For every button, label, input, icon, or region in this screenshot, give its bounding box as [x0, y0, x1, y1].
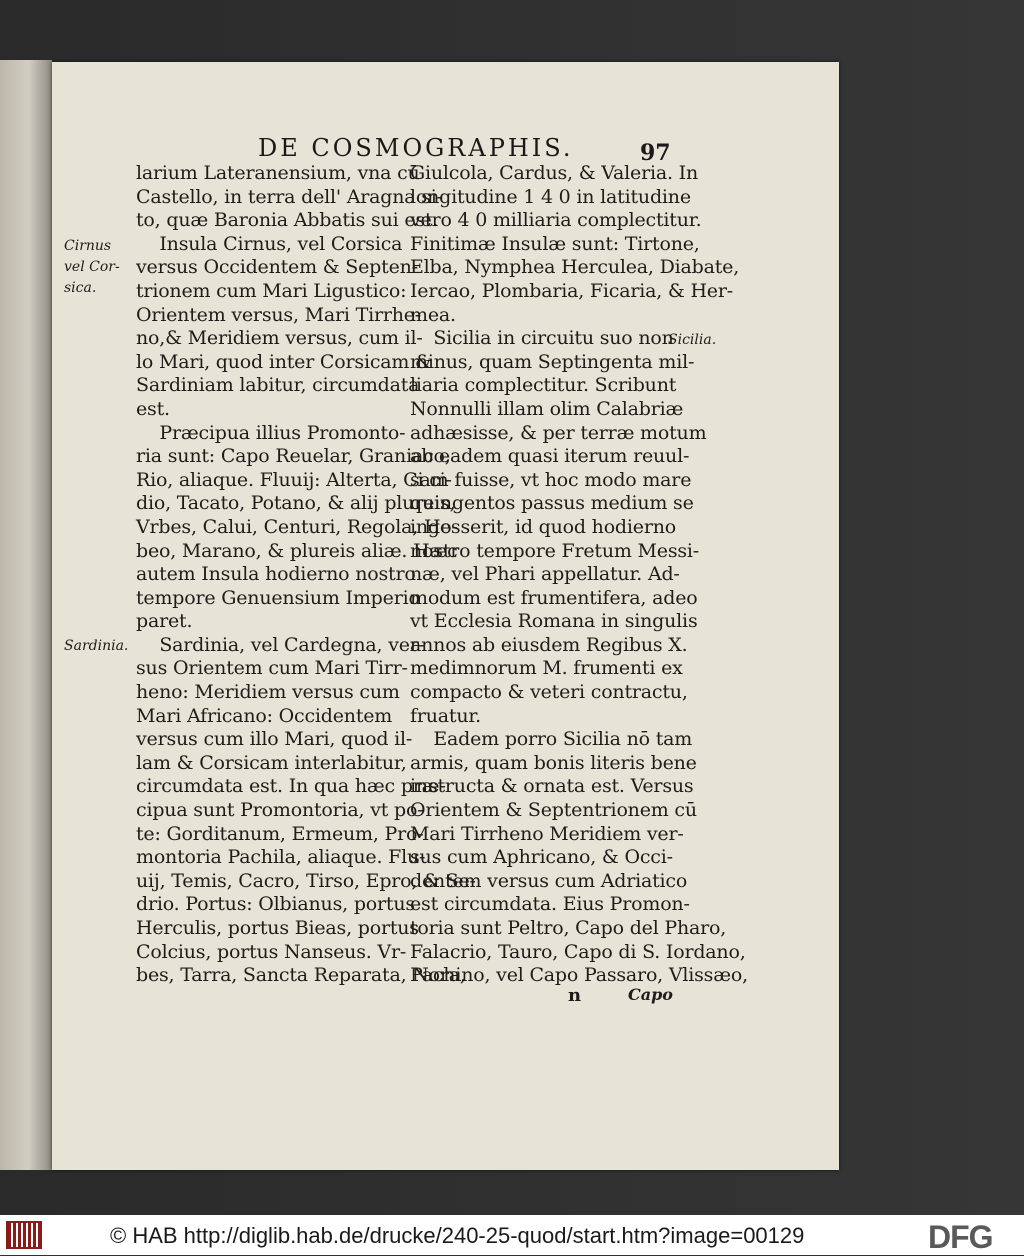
- text-line: vero 4 0 milliaria complectitur.: [410, 209, 702, 232]
- right-text-column: [410, 162, 748, 988]
- text-line: instructa & ornata est. Versus: [410, 775, 694, 798]
- text-line: versus cum illo Mari, quod il-: [136, 728, 413, 751]
- text-line: cipua sunt Promontoria, vt po-: [136, 799, 424, 822]
- footer-citation-link[interactable]: © HAB http://diglib.hab.de/drucke/240-25-quod/start.htm?image=00129: [110, 1223, 805, 1248]
- text-line: Insula Cirnus, vel Corsica: [136, 232, 403, 255]
- text-line: paret.: [136, 610, 193, 633]
- text-line: Eadem porro Sicilia nō tam: [410, 728, 693, 751]
- text-line: Nonnulli illam olim Calabriæ: [410, 397, 684, 420]
- text-line: sam fuisse, vt hoc modo mare: [410, 468, 692, 491]
- text-line: ab eadem quasi iterum reuul-: [410, 445, 690, 468]
- text-line: drio. Portus: Olbianus, portus: [136, 893, 415, 916]
- text-line: versus Occidentem & Septen-: [136, 256, 418, 279]
- text-line: medimnorum M. frumenti ex: [410, 657, 683, 680]
- text-line: autem Insula hodierno nostro: [136, 563, 416, 586]
- text-line: uij, Temis, Cacro, Tirso, Epro, & Se-: [136, 869, 476, 892]
- text-line: quingentos passus medium se: [410, 492, 694, 515]
- text-line: compacto & veteri contractu,: [410, 681, 688, 704]
- text-line: dentem versus cum Adriatico: [410, 869, 688, 892]
- text-line: Sardinia, vel Cardegna, ver-: [136, 633, 425, 656]
- text-line: to, quæ Baronia Abbatis sui est.: [136, 209, 439, 232]
- text-line: næ, vel Phari appellatur. Ad-: [410, 563, 680, 586]
- text-line: beo, Marano, & plureis aliæ. Hæc: [136, 539, 458, 562]
- text-line: minus, quam Septingenta mil-: [410, 350, 695, 373]
- text-line: te: Gorditanum, Ermeum, Pro-: [136, 822, 424, 845]
- margin-note-sardinia: Sardinia.: [64, 638, 129, 654]
- text-line: vt Ecclesia Romana in singulis: [410, 610, 698, 633]
- text-line: bes, Tarra, Sancta Reparata, Nora,: [136, 964, 466, 987]
- text-line: trionem cum Mari Ligustico:: [136, 279, 407, 302]
- text-line: lo Mari, quod inter Corsicam &: [136, 350, 432, 373]
- text-line: nostro tempore Fretum Messi-: [410, 539, 700, 562]
- text-line: Elba, Nymphea Herculea, Diabate,: [410, 256, 740, 279]
- text-line: Herculis, portus Bieas, portus: [136, 917, 419, 939]
- text-line: Falacrio, Tauro, Capo di S. Iordano,: [410, 940, 746, 963]
- page-number: 97: [640, 140, 671, 166]
- text-line: no,& Meridiem versus, cum il-: [136, 327, 423, 350]
- text-line: circumdata est. In qua hæc præ-: [136, 775, 446, 798]
- margin-note-corsica: Cirnus vel Cor- sica.: [64, 238, 120, 296]
- hab-library-logo-icon: [6, 1221, 42, 1249]
- text-line: Rio, aliaque. Fluuij: Alterta, Ci ci-: [136, 468, 452, 491]
- text-line: larium Lateranensium, vna cū: [136, 162, 420, 184]
- text-line: fruatur.: [410, 704, 481, 727]
- text-line: lam & Corsicam interlabitur,: [136, 751, 407, 774]
- text-line: Castello, in terra dell' Aragna si-: [136, 185, 443, 208]
- left-facing-page-edge: [0, 60, 52, 1170]
- text-line: Pachino, vel Capo Passaro, Vlissæo,: [410, 964, 748, 987]
- running-head: DE COSMOGRAPHIS.: [258, 134, 574, 162]
- text-line: Sicilia in circuitu suo non: [410, 327, 674, 350]
- text-line: tempore Genuensium Imperio: [136, 586, 420, 609]
- dfg-logo: DFG: [928, 1219, 993, 1255]
- text-line: ria sunt: Capo Reuelar, Graniaco,: [136, 445, 451, 468]
- text-line: est.: [136, 397, 170, 420]
- text-line: liaria complectitur. Scribunt: [410, 374, 677, 397]
- text-line: Orientem versus, Mari Tirrhe-: [136, 303, 422, 326]
- text-line: adhæsisse, & per terræ motum: [410, 421, 707, 444]
- text-line: Giulcola, Cardus, & Valeria. In: [410, 162, 698, 184]
- text-line: longitudine 1 4 0 in latitudine: [410, 185, 691, 208]
- text-line: heno: Meridiem versus cum: [136, 681, 400, 704]
- text-line: Præcipua illius Promonto-: [136, 421, 406, 444]
- text-line: toria sunt Peltro, Capo del Pharo,: [410, 917, 727, 939]
- text-line: mea.: [410, 303, 456, 326]
- catchword: Capo: [628, 985, 673, 1004]
- text-line: Iercao, Plombaria, Ficaria, & Her-: [410, 279, 733, 302]
- signature-mark: n: [568, 985, 582, 1006]
- text-line: ingesserit, id quod hodierno: [410, 515, 676, 538]
- text-line: Finitimæ Insulæ sunt: Tirtone,: [410, 232, 700, 255]
- text-line: est circumdata. Eius Promon-: [410, 893, 690, 916]
- text-line: Mari Tirrheno Meridiem ver-: [410, 822, 684, 845]
- text-line: armis, quam bonis literis bene: [410, 751, 697, 774]
- text-line: Vrbes, Calui, Centuri, Regola, Ho-: [136, 515, 458, 538]
- text-line: modum est frumentifera, adeo: [410, 586, 698, 609]
- text-line: Orientem & Septentrionem cū: [410, 799, 697, 822]
- text-line: Colcius, portus Nanseus. Vr-: [136, 940, 407, 963]
- margin-note-sicilia: Sicilia.: [668, 332, 717, 348]
- text-line: sus Orientem cum Mari Tirr-: [136, 657, 408, 680]
- text-line: Mari Africano: Occidentem: [136, 704, 393, 727]
- text-line: sus cum Aphricano, & Occi-: [410, 846, 673, 869]
- text-line: dio, Tacato, Potano, & alij plureis,: [136, 492, 456, 515]
- text-line: montoria Pachila, aliaque. Flu-: [136, 846, 426, 869]
- text-line: annos ab eiusdem Regibus X.: [410, 633, 688, 656]
- text-line: Sardiniam labitur, circumdata: [136, 374, 420, 397]
